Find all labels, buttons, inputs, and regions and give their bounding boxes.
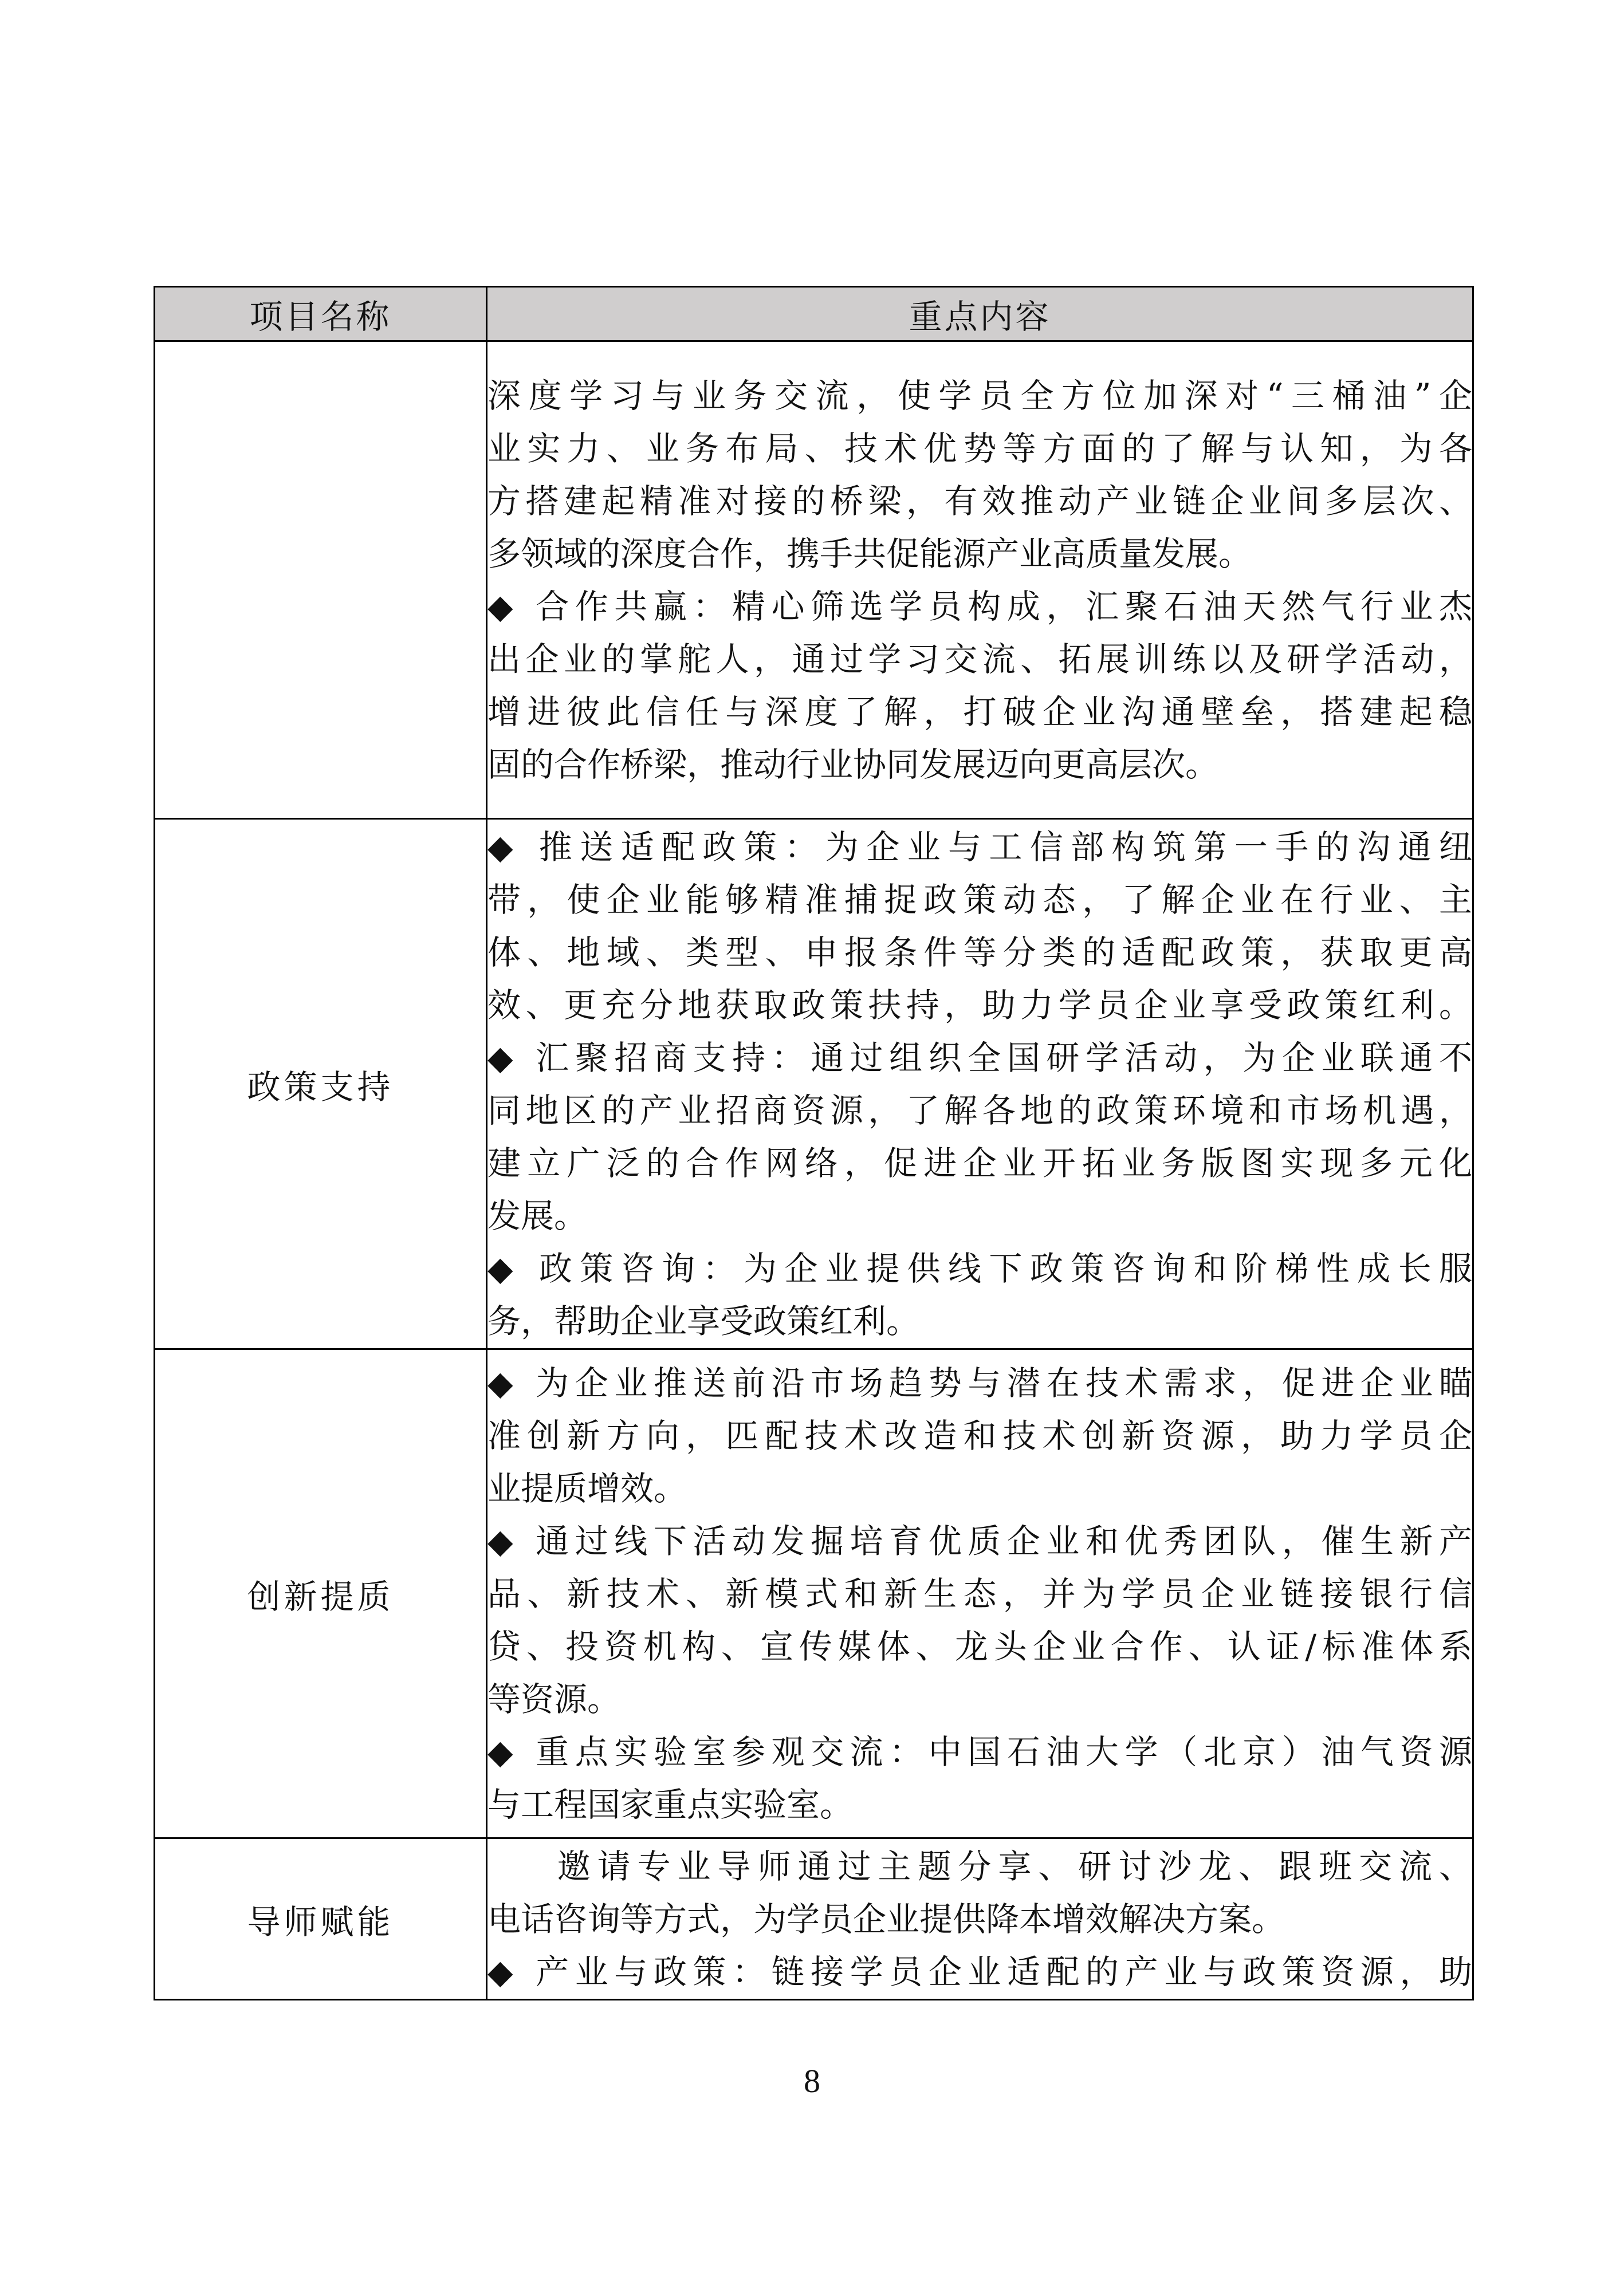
row-content-cell: [487, 1838, 1473, 2000]
row-content-cell: [487, 1349, 1473, 1838]
content-table: [154, 286, 1474, 2000]
content-line: ◆ 重点实验室参观交流：中国石油大学（北京）油气资源: [487, 1732, 1472, 1771]
header-project-name: 项目名称: [155, 287, 487, 341]
content-line: 品、新技术、新模式和新生态，并为学员企业链接银行信: [487, 1574, 1472, 1613]
content-line: ◆ 政策咨询：为企业提供线下政策咨询和阶梯性成长服: [487, 1249, 1472, 1288]
table-row: [155, 819, 1473, 1349]
content-line: 业实力、业务布局、技术优势等方面的了解与认知，为各: [487, 428, 1472, 468]
content-line: 体、地域、类型、申报条件等分类的适配政策，获取更高: [487, 932, 1472, 972]
content-line: ◆ 推送适配政策：为企业与工信部构筑第一手的沟通纽: [487, 827, 1472, 867]
table-row: [155, 1349, 1473, 1838]
content-line: ◆ 产业与政策：链接学员企业适配的产业与政策资源，助: [487, 1952, 1472, 1991]
row-name-cell: [155, 341, 487, 819]
content-line: 多领域的深度合作，携手共促能源产业高质量发展。: [487, 534, 1252, 573]
row-name-mentor: 导师赋能: [155, 1838, 487, 2000]
content-line: 准创新方向，匹配技术改造和技术创新资源，助力学员企: [487, 1416, 1472, 1455]
content-line: 增进彼此信任与深度了解，打破企业沟通壁垒，搭建起稳: [487, 692, 1472, 731]
content-line: 效、更充分地获取政策扶持，助力学员企业享受政策红利。: [487, 985, 1472, 1025]
header-key-content: 重点内容: [487, 287, 1473, 341]
content-line: 邀请专业导师通过主题分享、研讨沙龙、跟班交流、: [487, 1846, 1472, 1886]
content-line: 电话咨询等方式，为学员企业提供降本增效解决方案。: [487, 1899, 1285, 1939]
content-line: 同地区的产业招商资源，了解各地的政策环境和市场机遇，: [487, 1090, 1472, 1130]
table-header-row: [155, 287, 1473, 341]
content-line: 务，帮助企业享受政策红利。: [487, 1301, 920, 1341]
content-line: ◆ 合作共赢：精心筛选学员构成，汇聚石油天然气行业杰: [487, 586, 1472, 626]
content-line: 发展。: [487, 1196, 588, 1235]
content-line: ◆ 为企业推送前沿市场趋势与潜在技术需求，促进企业瞄: [487, 1363, 1472, 1403]
content-line: 等资源。: [487, 1679, 621, 1719]
content-line: 固的合作桥梁，推动行业协同发展迈向更高层次。: [487, 745, 1219, 784]
content-line: 深度学习与业务交流，使学员全方位加深对“三桶油”企: [487, 376, 1472, 415]
row-content-cell: [487, 819, 1473, 1349]
content-line: ◆ 通过线下活动发掘培育优质企业和优秀团队，催生新产: [487, 1521, 1472, 1561]
content-line: ◆ 汇聚招商支持：通过组织全国研学活动，为企业联通不: [487, 1038, 1472, 1077]
content-line: 出企业的掌舵人，通过学习交流、拓展训练以及研学活动，: [487, 639, 1472, 679]
content-line: 贷、投资机构、宣传媒体、龙头企业合作、认证/标准体系: [487, 1627, 1472, 1666]
content-line: 带，使企业能够精准捕捉政策动态，了解企业在行业、主: [487, 880, 1472, 919]
row-content-cell: [487, 341, 1473, 819]
content-line: 与工程国家重点实验室。: [487, 1785, 854, 1824]
table-row: [155, 1838, 1473, 2000]
row-name-innovation: 创新提质: [155, 1349, 487, 1838]
content-line: 方搭建起精准对接的桥梁，有效推动产业链企业间多层次、: [487, 481, 1472, 521]
content-line: 建立广泛的合作网络，促进企业开拓业务版图实现多元化: [487, 1143, 1472, 1183]
row-name-policy-support: 政策支持: [155, 819, 487, 1349]
page-number: 8: [804, 2062, 820, 2100]
table-row: [155, 341, 1473, 819]
content-line: 业提质增效。: [487, 1468, 687, 1508]
